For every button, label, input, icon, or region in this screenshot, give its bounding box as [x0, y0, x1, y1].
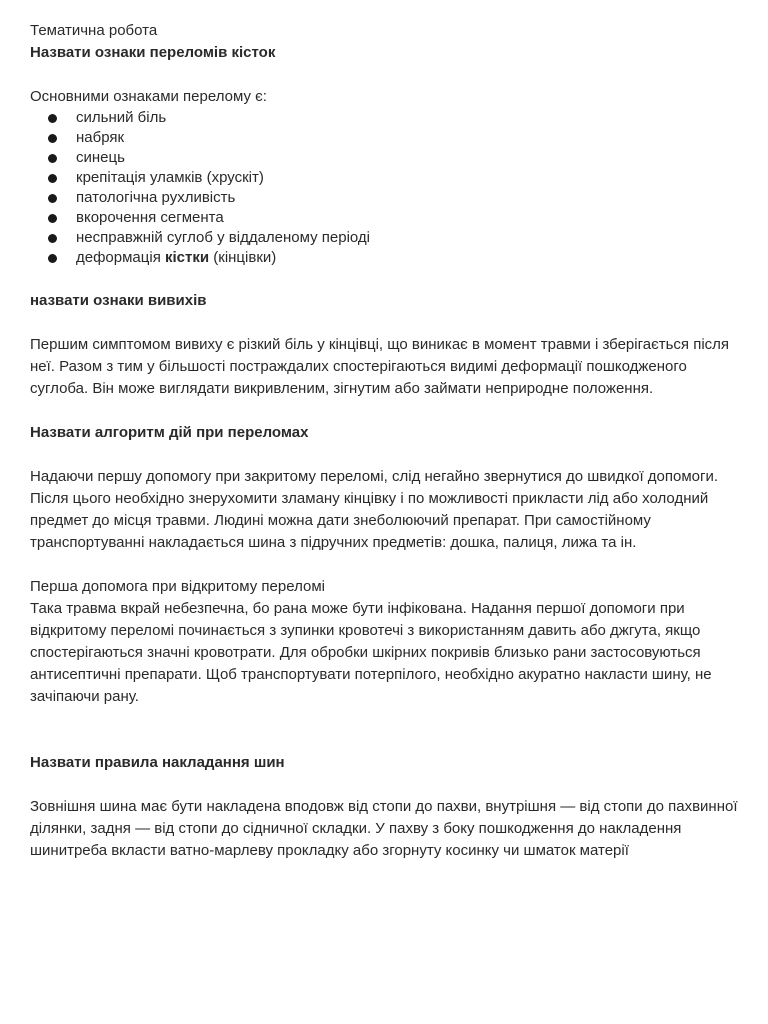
list-item: крепітація уламків (хрускіт)	[30, 168, 738, 188]
fracture-signs-intro: Основними ознаками перелому є:	[30, 88, 267, 105]
open-fracture-paragraph: Така травма вкрай небезпечна, бо рана може бути інфікована. Надання першої допомоги при відкритому переломі починається з зупинки кровотечі з використанням давить або джгута, якщо спостерігаються значні кровотрати. Для обробки шкірних покривів близько рани застосовуються антисептичні препарати. Щоб транспортувати потерпілого, необхідно акуратно накласти шину, не зачіпаючи рану.	[30, 600, 712, 705]
open-fracture-heading: Перша допомога при відкритому переломі	[30, 578, 325, 595]
fracture-signs-list	[30, 108, 738, 268]
list-item: сильний біль	[30, 108, 738, 128]
dislocation-paragraph: Першим симптомом вивиху є різкий біль у кінцівці, що виникає в момент травми і зберігається після неї. Разом з тим у більшості постраждалих спостерігаються видимі деформації пошкодженого суглоба. Він може виглядати викривленим, зігнутим або займати неприродне положення.	[30, 336, 730, 397]
splint-rules-paragraph: Зовнішня шина має бути накладена вподовж від стопи до пахви, внутрішня — від стопи до пахвинної ділянки, задня — від стопи до сідничної складки. У пахву з боку пошкодження до накладення шинитреба вкласти ватно-марлеву прокладку або згорнуту косинку чи шматок матерії	[30, 798, 738, 859]
splint-rules-heading: Назвати правила накладання шин	[30, 754, 285, 771]
spacer	[30, 444, 738, 466]
list-item-text: (кінцівки)	[209, 249, 277, 266]
list-item: вкорочення сегмента	[30, 208, 738, 228]
document-title: Назвати ознаки переломів кісток	[30, 44, 276, 61]
spacer	[30, 708, 738, 752]
spacer	[30, 64, 738, 86]
spacer	[30, 774, 738, 796]
closed-fracture-paragraph: Надаючи першу допомогу при закритому переломі, слід негайно звернутися до швидкої допомоги. Після цього необхідно знерухомити зламану кінцівку і по можливості прикласти лід або холодний предмет до місця травми. Людині можна дати знеболюючий препарат. При самостійному транспортуванні накладається шина з підручних предметів: дошка, палиця, лижа та ін.	[30, 468, 719, 551]
list-item: набряк	[30, 128, 738, 148]
list-item: синець	[30, 148, 738, 168]
spacer	[30, 268, 738, 290]
algorithm-heading: Назвати алгоритм дій при переломах	[30, 424, 309, 441]
list-item	[30, 248, 738, 268]
list-item: несправжній суглоб у віддаленому періоді	[30, 228, 738, 248]
spacer	[30, 554, 738, 576]
spacer	[30, 400, 738, 422]
list-item-text: деформація	[76, 249, 165, 266]
list-item-bold-text: кістки	[165, 249, 210, 266]
dislocation-heading: назвати ознаки вивихів	[30, 292, 207, 309]
list-item: патологічна рухливість	[30, 188, 738, 208]
document-subtitle: Тематична робота	[30, 22, 158, 39]
spacer	[30, 312, 738, 334]
